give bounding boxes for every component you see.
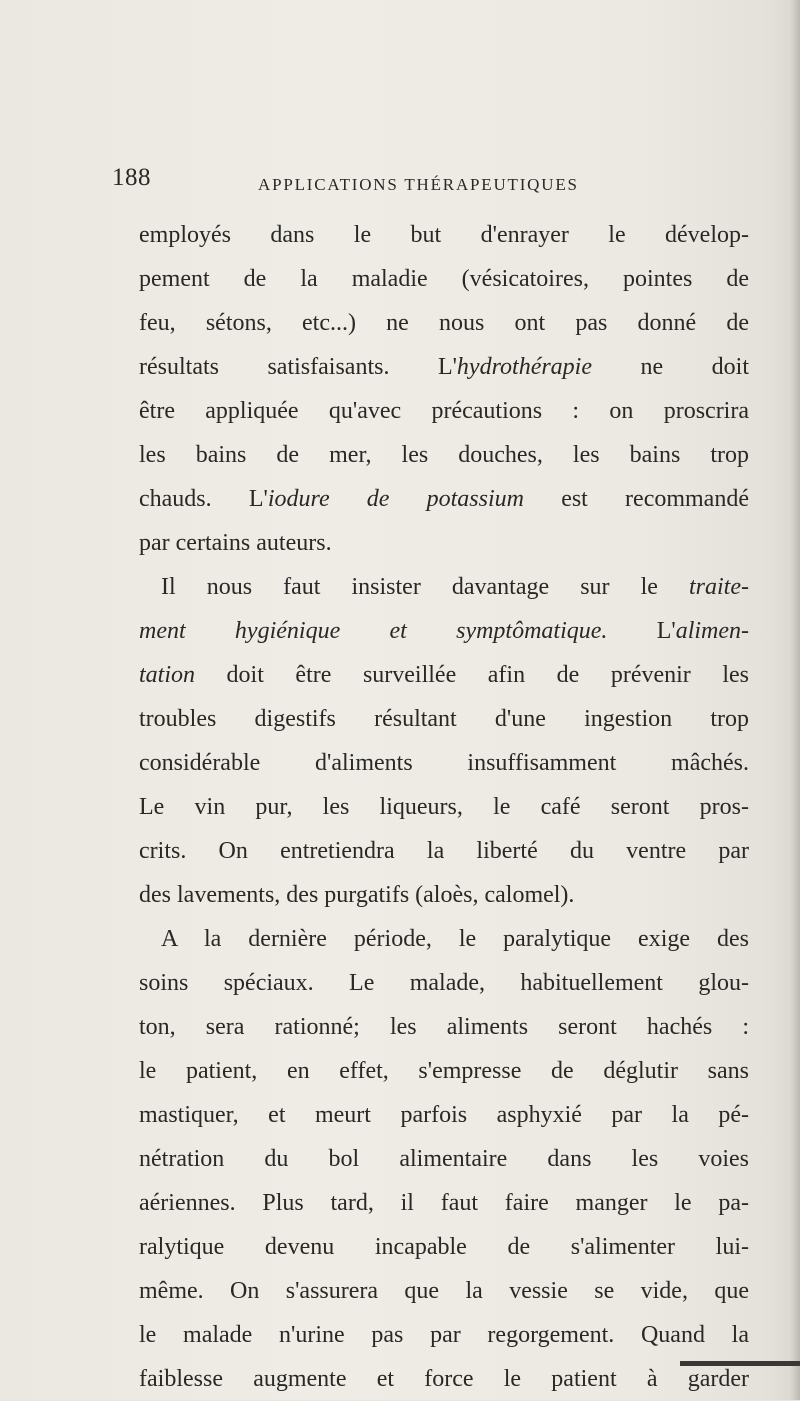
text-line: pement de la maladie (vésicatoires, pointes de: [139, 266, 749, 292]
text-line: faiblesse augmente et force le patient à garder: [139, 1366, 749, 1392]
text-line: les bains de mer, les douches, les bains trop: [139, 442, 749, 468]
text-line: employés dans le but d'enrayer le dévelop-: [139, 222, 749, 248]
text-line: même. On s'assurera que la vessie se vide, que: [139, 1278, 749, 1304]
text-line: soins spéciaux. Le malade, habituellement glou-: [139, 970, 749, 996]
text-segment: résultats satisfaisants. L': [139, 354, 457, 380]
text-line: [139, 653, 749, 697]
text-line: ralytique devenu incapable de s'alimenter lui-: [139, 1234, 749, 1260]
italic-segment: ment hygiénique et symptômatique.: [139, 618, 608, 644]
text-segment: L': [607, 618, 676, 644]
text-line: [139, 477, 749, 521]
text-segment: ne doit: [592, 354, 749, 380]
text-line: mastiquer, et meurt parfois asphyxié par la pé-: [139, 1102, 749, 1128]
text-line: [139, 345, 749, 389]
text-line: troubles digestifs résultant d'une ingestion trop: [139, 706, 749, 732]
text-line: Le vin pur, les liqueurs, le café seront pros-: [139, 794, 749, 820]
text-line: nétration du bol alimentaire dans les voies: [139, 1146, 749, 1172]
text-segment: est recommandé: [524, 486, 749, 512]
text-body: [139, 213, 749, 1401]
page-number: 188: [112, 164, 151, 191]
text-line: considérable d'aliments insuffisamment mâchés.: [139, 750, 749, 776]
italic-segment: alimen-: [675, 618, 749, 644]
text-line: par certains auteurs.: [139, 530, 332, 556]
text-line: le patient, en effet, s'empresse de déglutir sans: [139, 1058, 749, 1084]
text-line: A la dernière période, le paralytique exige des: [161, 926, 749, 952]
text-line: des lavements, des purgatifs (aloès, calomel).: [139, 882, 575, 908]
italic-segment: tation: [139, 662, 196, 688]
text-line: [139, 609, 749, 653]
text-segment: doit être surveillée afin de prévenir les: [195, 662, 749, 688]
text-line: le malade n'urine pas par regorgement. Quand la: [139, 1322, 749, 1348]
text-segment: chauds. L': [139, 486, 268, 512]
text-segment: Il nous faut insister davantage sur le: [161, 574, 689, 600]
text-line: aériennes. Plus tard, il faut faire manger le pa-: [139, 1190, 749, 1216]
text-line: [139, 565, 749, 609]
italic-segment: traite-: [689, 574, 749, 600]
text-line: feu, sétons, etc...) ne nous ont pas donné de: [139, 310, 749, 336]
page-header: [112, 164, 712, 198]
italic-segment: iodure de potassium: [267, 486, 524, 512]
text-line: être appliquée qu'avec précautions : on proscrira: [139, 398, 749, 424]
text-line: crits. On entretiendra la liberté du ventre par: [139, 838, 749, 864]
text-line: ton, sera rationné; les aliments seront hachés :: [139, 1014, 749, 1040]
italic-segment: hydrothérapie: [456, 354, 593, 380]
running-head: APPLICATIONS THÉRAPEUTIQUES: [258, 175, 579, 194]
page-edge-shadow: [790, 0, 800, 1400]
